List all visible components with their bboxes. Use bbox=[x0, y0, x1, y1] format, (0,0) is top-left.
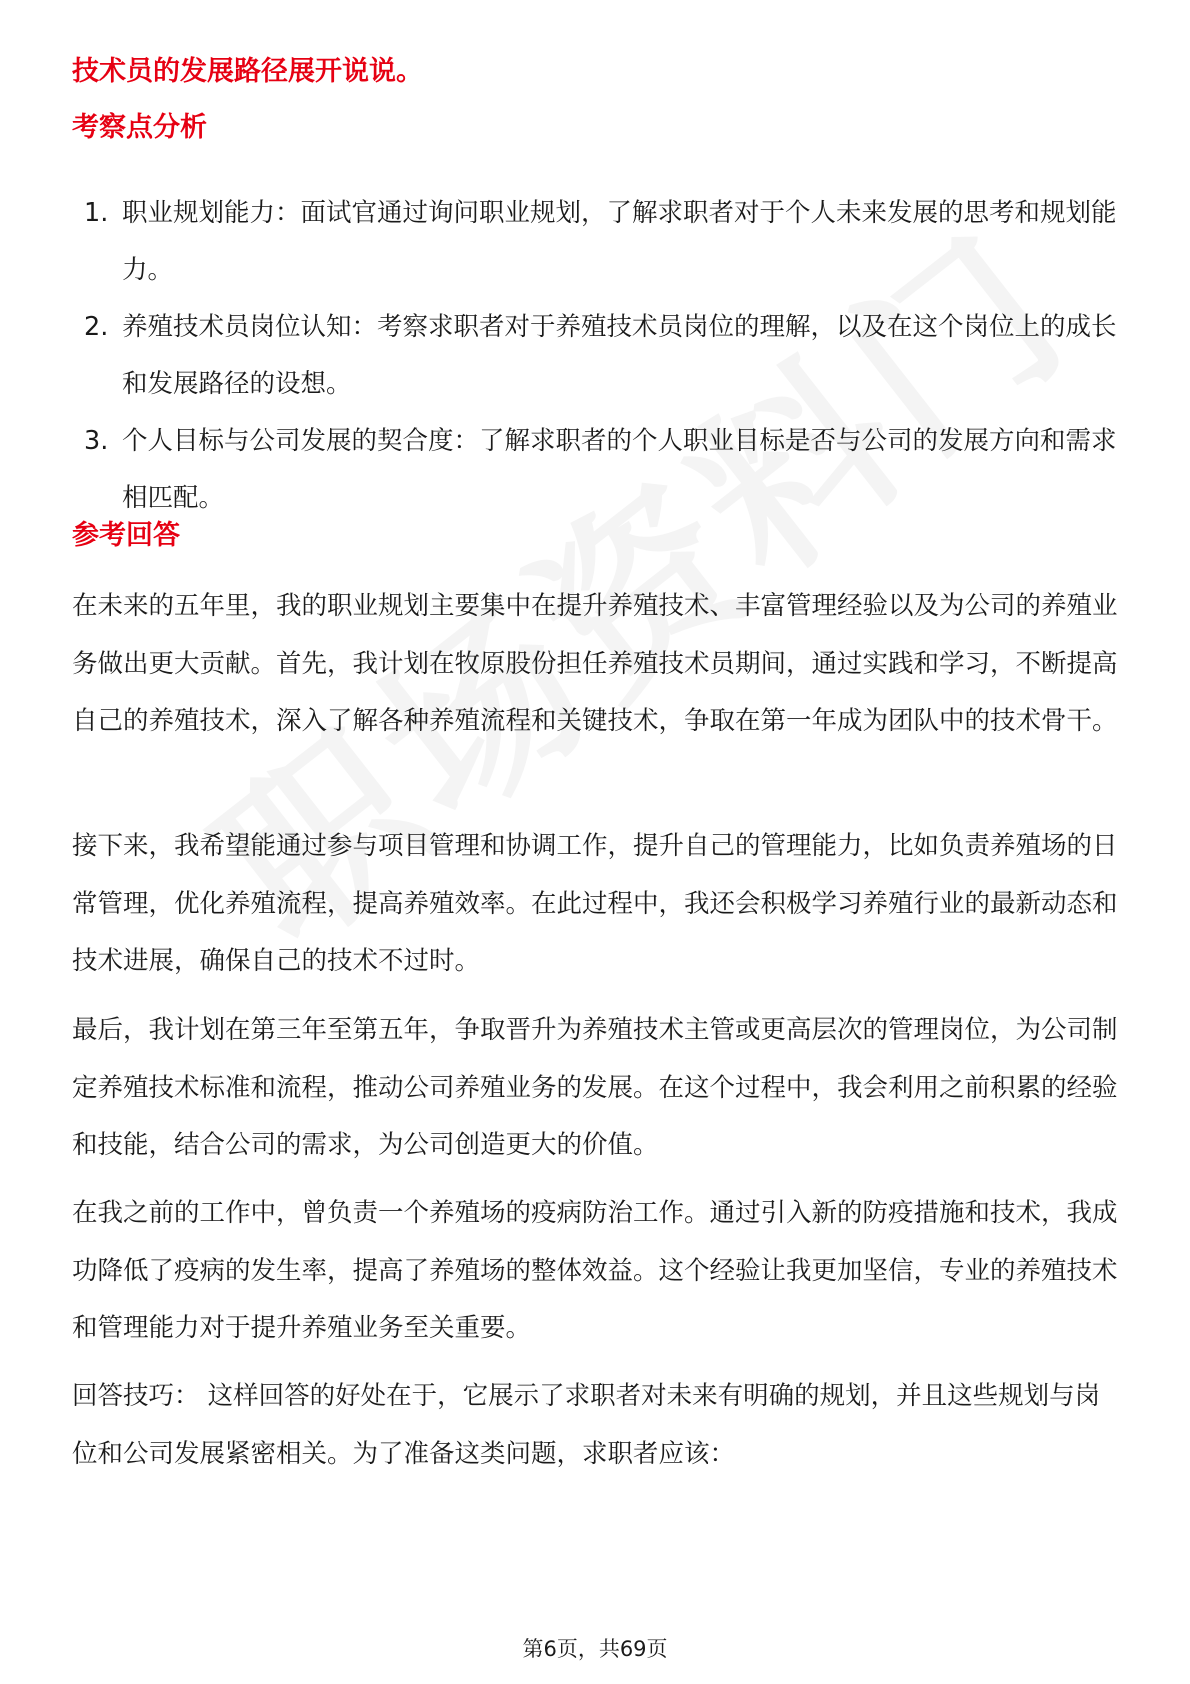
answer-paragraph: 在我之前的工作中，曾负责一个养殖场的疫病防治工作。通过引入新的防疫措施和技术，我成功降低了疫病的发生率，提高了养殖场的整体效益。这个经验让我更加坚信，专业的养殖技术和管理能力对于提升养殖业务至关重要。 bbox=[72, 1198, 1118, 1343]
analysis-heading: 考察点分析 bbox=[72, 112, 207, 143]
tips-paragraph: 回答技巧： 这样回答的好处在于，它展示了求职者对未来有明确的规划，并且这些规划与岗位和公司发展紧密相关。为了准备这类问题，求职者应该： bbox=[72, 1381, 1101, 1469]
question-tail: 技术员的发展路径展开说说。 bbox=[72, 56, 423, 87]
list-number: 1. bbox=[84, 198, 109, 228]
analysis-list bbox=[72, 185, 1122, 527]
list-number: 2. bbox=[84, 312, 109, 342]
list-text: 养殖技术员岗位认知：考察求职者对于养殖技术员岗位的理解，以及在这个岗位上的成长和发展路径的设想。 bbox=[122, 312, 1117, 399]
answer-paragraph: 最后，我计划在第三年至第五年，争取晋升为养殖技术主管或更高层次的管理岗位，为公司制定养殖技术标准和流程，推动公司养殖业务的发展。在这个过程中，我会利用之前积累的经验和技能，结合公司的需求，为公司创造更大的价值。 bbox=[72, 1015, 1118, 1160]
page-footer: 第6页，共69页 bbox=[522, 1637, 668, 1661]
list-item bbox=[72, 185, 1122, 299]
list-item bbox=[72, 299, 1122, 413]
answer-paragraph: 在未来的五年里，我的职业规划主要集中在提升养殖技术、丰富管理经验以及为公司的养殖业务做出更大贡献。首先，我计划在牧原股份担任养殖技术员期间，通过实践和学习，不断提高自己的养殖技术，深入了解各种养殖流程和关键技术，争取在第一年成为团队中的技术骨干。 bbox=[72, 591, 1118, 736]
list-number: 3. bbox=[84, 426, 109, 456]
list-item bbox=[72, 413, 1122, 527]
list-text: 个人目标与公司发展的契合度：了解求职者的个人职业目标是否与公司的发展方向和需求相匹配。 bbox=[122, 426, 1117, 513]
answer-heading: 参考回答 bbox=[72, 520, 180, 551]
list-text: 职业规划能力：面试官通过询问职业规划，了解求职者对于个人未来发展的思考和规划能力。 bbox=[122, 198, 1117, 285]
answer-paragraph: 接下来，我希望能通过参与项目管理和协调工作，提升自己的管理能力，比如负责养殖场的日常管理，优化养殖流程，提高养殖效率。在此过程中，我还会积极学习养殖行业的最新动态和技术进展，确保自己的技术不过时。 bbox=[72, 831, 1118, 976]
